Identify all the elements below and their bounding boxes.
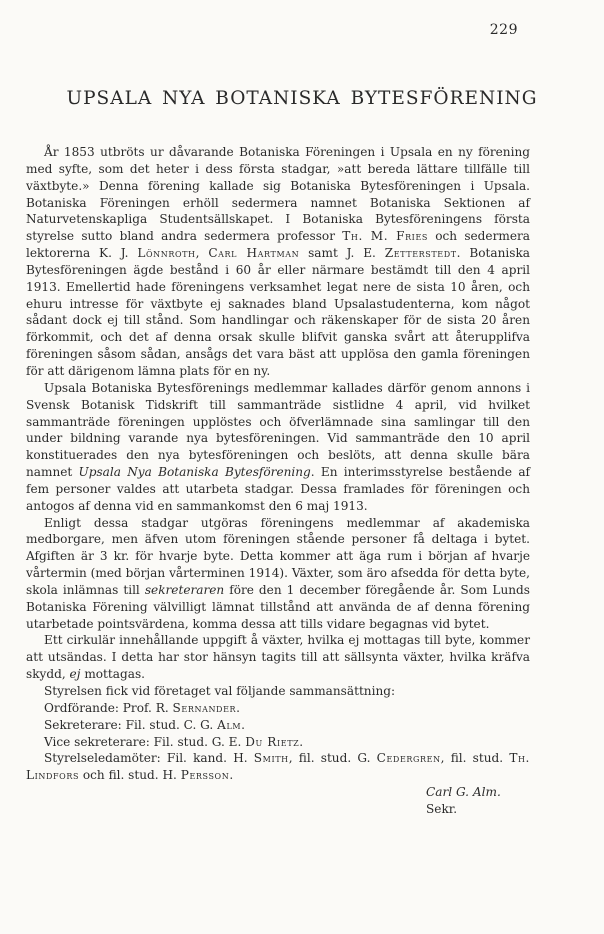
text-run: och sedermera lektorerna K. J. [26, 229, 530, 261]
person-name: Sernander [172, 700, 237, 715]
person-name: Th. M. Fries [342, 229, 428, 244]
text-run: . Botaniska Bytesföreningen ägde bestånd i 60 år eller närmare bestämdt till den 4 april 1913. Emellertid hade föreningens verksamhet legat nere de sista 10 åren, och ehuru intresse för växtbyte ej saknades bland Upsalastudenterna, kom något sådant dock ej till stånd. Som handlingar och räkenskaper för de sista 20 åren förkommit, och det af denna orsak skulle blifvit ganska svårt att återupplifva föreningen såsom sådan, ansågs det vara bäst att upplösa den gamla föreningen för att därigenom lämna plats för en ny. [26, 246, 530, 378]
text-run: , fil. stud. [440, 751, 510, 766]
signature-role: Sekr. [426, 801, 458, 816]
person-name: Alm [217, 717, 242, 732]
text-run: , [195, 246, 209, 261]
paragraph-founding [26, 380, 530, 515]
paragraph-board-intro: Styrelsen fick vid företaget val följande sammansättning: [44, 684, 396, 698]
person-name: Smith [253, 751, 289, 766]
text-run: , fil. stud. G. [288, 751, 377, 766]
text-run: . [241, 717, 246, 732]
text-run: Vice sekreterare: Fil. stud. G. E. [44, 734, 246, 749]
paragraph-history [26, 144, 530, 380]
text-run: Enligt dessa stadgar utgöras föreningens medlemmar af akademiska medborgare, men äfven utom föreningen stående personer få deltaga i bytet. Afgiften är 3 kr. för hvarje byte. Detta kommer att äga rum i början af hvarje vårtermin (med början vårterminen 1914). Växter, som äro afsedda för detta byte, skola inlämnas till [26, 515, 530, 597]
article-body [26, 144, 530, 818]
board-secretary [26, 717, 530, 734]
board-vice-secretary [26, 734, 530, 751]
text-run: mottagas. [80, 667, 145, 682]
board-members [26, 750, 530, 784]
text-run: Sekreterare: Fil. stud. C. G. [44, 717, 218, 732]
text-run: Ett cirkulär innehållande uppgift å växter, hvilka ej mottagas till byte, kommer att utsändas. I detta har stor hänsyn tagits till att sällsynta växter, hvilka kräfva skydd, [26, 633, 530, 682]
person-name: Zetterstedt [384, 246, 457, 261]
page-title: UPSALA NYA BOTANISKA BYTESFÖRENING [66, 88, 538, 109]
text-run: . [229, 768, 234, 783]
text-run: samt J. E. [299, 246, 385, 261]
text-run: före den 1 december föregående år. Som Lunds Botaniska Förening välvilligt lämnat tillstånd att använda de af denna förening utarbetade pointsvärdena, komma dessa att tills vidare begagnas vid bytet. [26, 582, 530, 631]
emphasis: ej [69, 667, 81, 682]
text-run: Styrelseledamöter: Fil. kand. H. [44, 751, 254, 766]
paragraph-circular [26, 632, 530, 683]
text-run: . En interimsstyrelse bestående af fem personer valdes att utarbeta stadgar. Dessa framlades för föreningen och antogos af denna vid en sammankomst den 6 maj 1913. [26, 465, 531, 513]
person-name: Cedergren [376, 751, 441, 766]
person-name: Lönnroth [137, 246, 196, 261]
emphasis: sekreteraren [144, 582, 225, 597]
signature-name: Carl G. Alm. [426, 785, 501, 800]
person-name: Th. Lindfors [26, 751, 530, 783]
person-name: Carl Hartman [208, 246, 300, 261]
board-chairman [26, 700, 530, 717]
page-number: 229 [489, 22, 518, 38]
text-run: . [299, 734, 304, 749]
text-run: och fil. stud. H. [79, 768, 181, 783]
person-name: Persson [180, 768, 230, 783]
text-run: År 1853 utbröts ur dåvarande Botaniska Föreningen i Upsala en ny förening med syfte, som det heter i dess första stadgar, »att bereda lättare tillfälle till växtbyte.» Denna förening kallade sig Botaniska Bytesföreningen i Upsala. Botaniska Föreningen erhöll sedermera namnet Botaniska Sektionen af Naturvetenskapliga Studentsällskapet. I Botaniska Bytesföreningens första styrelse sutto bland andra sedermera professor [26, 145, 530, 244]
person-name: Du Rietz [245, 734, 300, 749]
society-name: Upsala Nya Botaniska Bytesförening [78, 465, 311, 480]
paragraph-statutes [26, 515, 530, 633]
text-run: Ordförande: Prof. R. [44, 700, 173, 715]
text-run: . [236, 700, 240, 715]
text-run: Upsala Botaniska Bytesförenings medlemmar kallades därför genom annons i Svensk Botanisk Tidskrift till sammanträde sistlidne 4 april, vid hvilket sammanträde föreningen upplöstes och öfverlämnade sina samlingar till den under bildning varande nya bytesföreningen. Vid sammanträde den 10 april konstituerades den nya bytesföreningen och beslöts, att denna skulle bära namnet [26, 380, 530, 480]
